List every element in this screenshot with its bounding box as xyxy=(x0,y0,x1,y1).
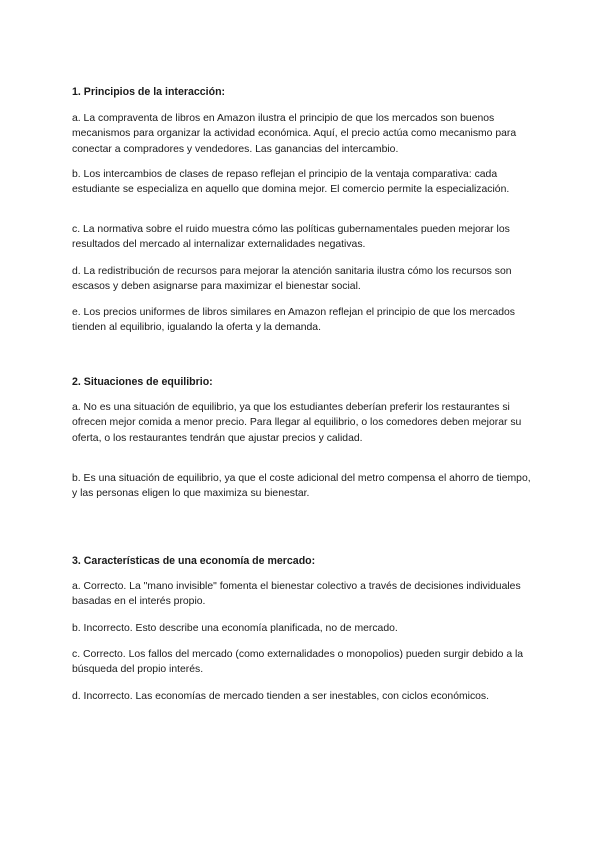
section-1-heading: 1. Principios de la interacción: xyxy=(72,86,226,98)
section-1-item-b: b. Los intercambios de clases de repaso reflejan el principio de la ventaja comparativa: cada estudiante se especializa en aquello que domina mejor. El comercio permite la especialización. xyxy=(72,169,510,196)
section-3-item-c: c. Correcto. Los fallos del mercado (como externalidades o monopolios) pueden surgir debido a la búsqueda del propio interés. xyxy=(72,649,524,676)
section-1-item-d: d. La redistribución de recursos para mejorar la atención sanitaria ilustra cómo los recursos son escasos y deben asignarse para maximizar el bienestar social. xyxy=(72,266,512,293)
section-1-item-a: a. La compraventa de libros en Amazon ilustra el principio de que los mercados son buenos mecanismos para organizar la actividad económica. Aquí, el precio actúa como mecanismo para conectar a compradores y vendedores. Las ganancias del intercambio. xyxy=(72,113,517,155)
section-3-item-d: d. Incorrecto. Las economías de mercado tienden a ser inestables, con ciclos económicos. xyxy=(72,691,490,702)
section-3-heading: 3. Características de una economía de mercado: xyxy=(72,555,316,567)
section-1-item-e: e. Los precios uniformes de libros similares en Amazon reflejan el principio de que los mercados tienden al equilibrio, igualando la oferta y la demanda. xyxy=(72,307,515,334)
section-1-item-c: c. La normativa sobre el ruido muestra cómo las políticas gubernamentales pueden mejorar los resultados del mercado al internalizar externalidades negativas. xyxy=(72,224,510,251)
section-3-item-a: a. Correcto. La "mano invisible" fomenta el bienestar colectivo a través de decisiones individuales basadas en el interés propio. xyxy=(72,581,521,608)
section-2-item-b: b. Es una situación de equilibrio, ya que el coste adicional del metro compensa el ahorro de tiempo, y las personas eligen lo que maximiza su bienestar. xyxy=(72,473,531,500)
section-2-item-a: a. No es una situación de equilibrio, ya que los estudiantes deberían preferir los restaurantes si ofrecen mejor comida a menor precio. Para llegar al equilibrio, o los comedores deben mejorar su oferta, o los restaurantes tendrán que ajustar precios y calidad. xyxy=(72,402,522,444)
section-2-heading: 2. Situaciones de equilibrio: xyxy=(72,376,213,388)
section-3-item-b: b. Incorrecto. Esto describe una economía planificada, no de mercado. xyxy=(72,623,398,634)
